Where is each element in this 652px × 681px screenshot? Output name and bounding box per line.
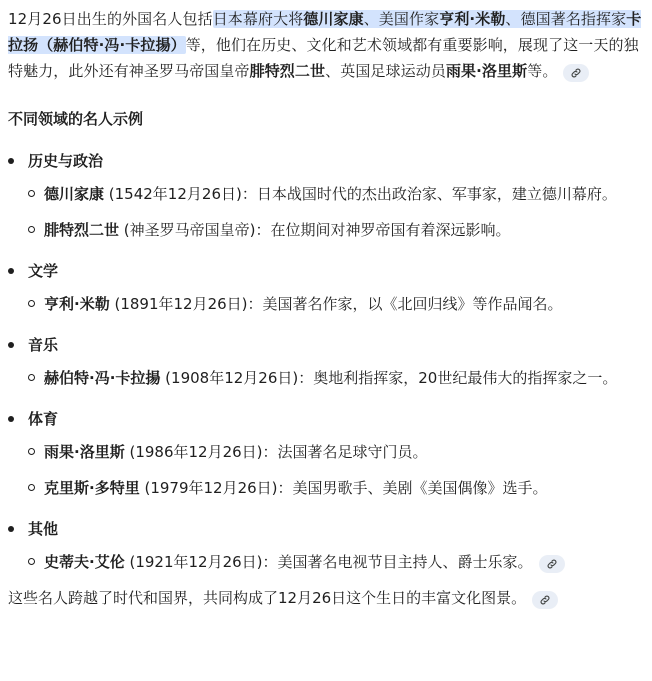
list-item — [28, 182, 642, 206]
person-name: 史蒂夫·艾伦 — [44, 553, 125, 571]
person-detail: (神圣罗马帝国皇帝)：在位期间对神罗帝国有着深远影响。 — [119, 221, 511, 239]
category-title: 体育 — [28, 410, 59, 428]
intro-text-2: 等，他们在历史、文化和艺术领域都有重要影响，展现了这一天的独特魅力，此外还有神圣罗马帝国皇帝 — [8, 36, 639, 80]
hl-text-3: 、美国作家 — [363, 10, 440, 28]
people-list — [28, 182, 642, 242]
category-history — [8, 150, 642, 242]
person-name: 腓特烈二世 — [44, 221, 120, 239]
category-list — [8, 150, 642, 574]
link-icon — [570, 67, 582, 79]
source-link-button[interactable] — [532, 591, 558, 609]
person-name: 克里斯·多特里 — [44, 479, 140, 497]
list-item — [28, 476, 642, 500]
list-item — [28, 440, 642, 464]
intro-text-1: 12月26日出生的外国名人包括 — [8, 10, 213, 28]
intro-name-lloris: 雨果·洛里斯 — [445, 62, 528, 80]
outro-paragraph — [8, 586, 642, 610]
person-name: 德川家康 — [44, 185, 105, 203]
person-detail: (1921年12月26日)：美国著名电视节目主持人、爵士乐家。 — [124, 553, 533, 571]
link-icon — [539, 594, 551, 606]
source-link-button[interactable] — [563, 64, 589, 82]
person-detail: (1908年12月26日)：奥地利指挥家，20世纪最伟大的指挥家之一。 — [160, 369, 618, 387]
category-other — [8, 518, 642, 574]
section-heading: 不同领域的名人示例 — [8, 110, 144, 128]
list-item — [28, 292, 642, 316]
hl-name-miller: 亨利·米勒 — [439, 10, 506, 28]
people-list — [28, 550, 642, 574]
outro-text: 这些名人跨越了时代和国界，共同构成了12月26日这个生日的丰富文化图景。 — [8, 589, 527, 607]
person-detail: (1986年12月26日)：法国著名足球守门员。 — [124, 443, 428, 461]
category-music — [8, 334, 642, 390]
category-sports — [8, 408, 642, 500]
list-item — [28, 218, 642, 242]
hl-text-1: 日本幕府大将 — [212, 10, 304, 28]
source-link-button[interactable] — [539, 555, 565, 573]
people-list — [28, 366, 642, 390]
link-icon — [546, 558, 558, 570]
person-name: 赫伯特·冯·卡拉揚 — [44, 369, 161, 387]
person-detail: (1891年12月26日)：美国著名作家，以《北回归线》等作品闻名。 — [109, 295, 563, 313]
person-detail: (1542年12月26日)：日本战国时代的杰出政治家、军事家，建立德川幕府。 — [104, 185, 617, 203]
category-title: 音乐 — [28, 336, 59, 354]
intro-name-frederick: 腓特烈二世 — [249, 62, 326, 80]
person-name: 雨果·洛里斯 — [44, 443, 125, 461]
person-name: 亨利·米勒 — [44, 295, 110, 313]
people-list — [28, 440, 642, 500]
category-title: 文学 — [28, 262, 59, 280]
list-item — [28, 366, 642, 390]
person-detail: (1979年12月26日)：美国男歌手、美剧《美国偶像》选手。 — [139, 479, 548, 497]
category-literature — [8, 260, 642, 316]
intro-text-4: 等。 — [527, 62, 558, 80]
hl-text-5: 、德国著名指挥家 — [505, 10, 627, 28]
category-title: 其他 — [28, 520, 59, 538]
people-list — [28, 292, 642, 316]
intro-text-3: 、英国足球运动员 — [325, 62, 446, 80]
hl-name-tokugawa: 德川家康 — [303, 10, 364, 28]
intro-paragraph — [8, 6, 642, 84]
list-item — [28, 550, 642, 574]
hl-name-karajan: 卡拉扬（赫伯特·冯·卡拉揚） — [8, 10, 642, 54]
category-title: 历史与政治 — [28, 152, 104, 170]
